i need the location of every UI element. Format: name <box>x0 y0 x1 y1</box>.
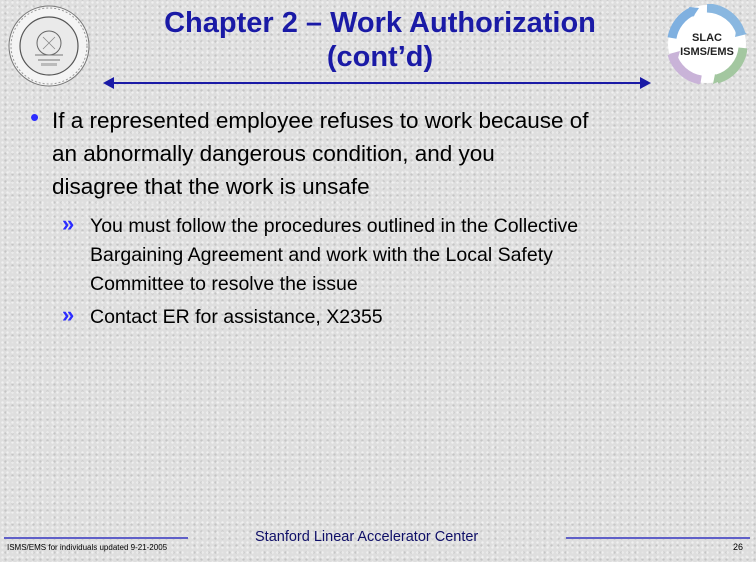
subbullet-2 <box>90 303 383 332</box>
subbullet-marker-2: » <box>62 302 75 327</box>
academy-seal-icon <box>8 5 90 87</box>
subbullet-1-line-3: Committee to resolve the issue <box>90 273 358 295</box>
bullet-dot: • <box>30 102 40 132</box>
footer-rule-left <box>4 537 188 539</box>
logo-text-isms-ems: ISMS/EMS <box>680 46 734 58</box>
logo-text-slac: SLAC <box>692 32 722 44</box>
subbullet-2-line-1: Contact ER for assistance, X2355 <box>90 306 383 328</box>
main-bullet-line-2: an abnormally dangerous condition, and you <box>52 141 495 166</box>
footer-rule-right <box>566 537 750 539</box>
title-line-2: (cont’d) <box>326 41 434 73</box>
footer-left-text: ISMS/EMS for individuals updated 9-21-2005 <box>7 543 168 552</box>
subbullet-marker-1: » <box>62 211 75 236</box>
footer-center-text: Stanford Linear Accelerator Center <box>255 529 479 545</box>
main-bullet-line-1: If a represented employee refuses to work because of <box>52 108 589 133</box>
isms-ems-logo-icon <box>667 4 747 84</box>
title-divider-arrow <box>103 76 651 90</box>
page-number: 26 <box>733 542 744 552</box>
main-bullet-line-3: disagree that the work is unsafe <box>52 174 370 199</box>
subbullet-1 <box>90 212 578 299</box>
subbullet-1-line-2: Bargaining Agreement and work with the Local Safety <box>90 244 553 266</box>
title-line-1: Chapter 2 – Work Authorization <box>164 7 596 39</box>
main-bullet <box>52 104 589 203</box>
slide-title <box>110 6 650 74</box>
subbullet-1-line-1: You must follow the procedures outlined in the Collective <box>90 215 579 237</box>
